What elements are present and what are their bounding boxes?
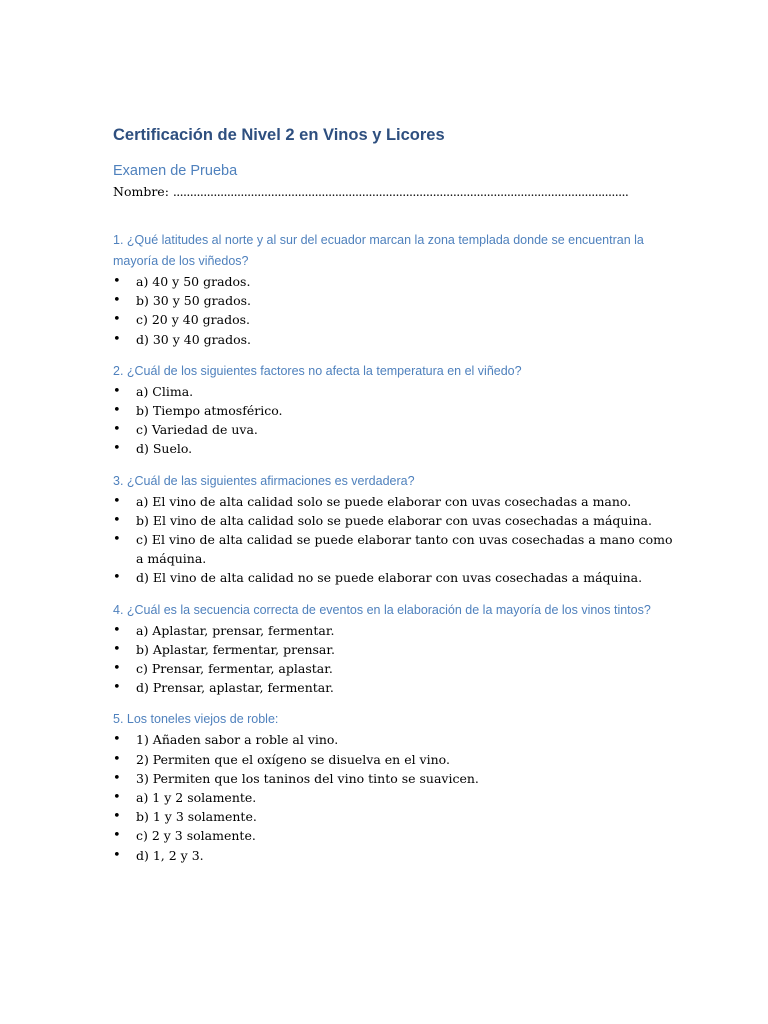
answer-option-text: d) 30 y 40 grados. xyxy=(136,331,251,347)
answer-option xyxy=(113,807,673,826)
name-blank: ....................................................................................................................................... xyxy=(172,184,629,199)
answer-option xyxy=(113,530,673,568)
question-3 xyxy=(113,471,673,588)
question-text: 5. Los toneles viejos de roble: xyxy=(113,712,279,727)
answer-option-text: c) Prensar, fermentar, aplastar. xyxy=(136,661,333,677)
answer-option xyxy=(113,788,673,807)
answer-option xyxy=(113,659,673,678)
answer-options xyxy=(113,621,673,698)
bullet-icon: • xyxy=(113,828,121,844)
answer-option-text: 3) Permiten que los taninos del vino tinto se suavicen. xyxy=(136,770,479,786)
answer-option xyxy=(113,401,673,420)
answer-option-text: a) 40 y 50 grados. xyxy=(136,274,251,289)
answer-option-text: a) Clima. xyxy=(136,383,194,399)
answer-option-text: d) El vino de alta calidad no se puede elaborar con uvas cosechadas a máquina. xyxy=(136,570,643,586)
bullet-icon: • xyxy=(113,847,121,863)
answer-option xyxy=(113,310,673,329)
bullet-icon: • xyxy=(113,512,121,528)
bullet-icon: • xyxy=(113,532,121,548)
answer-option xyxy=(113,382,673,401)
question-4 xyxy=(113,600,673,698)
answer-option-text: d) Suelo. xyxy=(136,441,193,457)
answer-option xyxy=(113,750,673,769)
answer-option-text: c) 20 y 40 grados. xyxy=(136,312,250,328)
answer-option-text: b) Aplastar, fermentar, prensar. xyxy=(136,641,335,657)
answer-option-text: a) El vino de alta calidad solo se puede elaborar con uvas cosechadas a mano. xyxy=(136,493,632,509)
answer-option-text: a) 1 y 2 solamente. xyxy=(136,790,257,806)
bullet-icon: • xyxy=(113,441,121,457)
question-1 xyxy=(113,230,673,349)
bullet-icon: • xyxy=(113,493,121,509)
answer-options xyxy=(113,492,673,588)
document-title: Certificación de Nivel 2 en Vinos y Licores xyxy=(113,126,445,144)
answer-option-text: c) 2 y 3 solamente. xyxy=(136,828,256,844)
question-text: 2. ¿Cuál de los siguientes factores no afecta la temperatura en el viñedo? xyxy=(113,363,522,378)
answer-option xyxy=(113,678,673,697)
answer-option xyxy=(113,511,673,530)
question-list xyxy=(113,230,673,865)
question-text: 4. ¿Cuál es la secuencia correcta de eventos en la elaboración de la mayoría de los vinos tintos? xyxy=(113,602,651,617)
document-subtitle: Examen de Prueba xyxy=(113,163,238,179)
bullet-icon: • xyxy=(113,293,121,309)
answer-option-text: 1) Añaden sabor a roble al vino. xyxy=(136,732,339,748)
bullet-icon: • xyxy=(113,680,121,696)
answer-option xyxy=(113,846,673,865)
answer-option xyxy=(113,730,673,749)
bullet-icon: • xyxy=(113,403,121,419)
bullet-icon: • xyxy=(113,661,121,677)
bullet-icon: • xyxy=(113,790,121,806)
answer-option xyxy=(113,826,673,845)
answer-option-text: 2) Permiten que el oxígeno se disuelva en el vino. xyxy=(136,751,450,767)
answer-option xyxy=(113,568,673,587)
answer-options xyxy=(113,730,673,864)
bullet-icon: • xyxy=(113,422,121,438)
name-field-line xyxy=(113,183,673,201)
bullet-icon: • xyxy=(113,331,121,347)
bullet-icon: • xyxy=(113,312,121,328)
answer-option-text: c) Variedad de uva. xyxy=(136,422,258,438)
answer-option-text: b) 30 y 50 grados. xyxy=(136,293,251,309)
question-5 xyxy=(113,709,673,864)
bullet-icon: • xyxy=(113,383,121,399)
answer-option-text: a) Aplastar, prensar, fermentar. xyxy=(136,622,335,638)
answer-option-text: c) El vino de alta calidad se puede elaborar tanto con uvas cosechadas a mano como a máquina. xyxy=(136,532,673,567)
answer-option-text: b) El vino de alta calidad solo se puede elaborar con uvas cosechadas a máquina. xyxy=(136,512,652,528)
name-label: Nombre: xyxy=(113,184,173,199)
bullet-icon: • xyxy=(113,751,121,767)
answer-option-text: d) Prensar, aplastar, fermentar. xyxy=(136,680,334,696)
answer-option xyxy=(113,439,673,458)
bullet-icon: • xyxy=(113,274,121,289)
answer-option-text: b) Tiempo atmosférico. xyxy=(136,403,283,419)
bullet-icon: • xyxy=(113,622,121,638)
answer-option xyxy=(113,621,673,640)
bullet-icon: • xyxy=(113,732,121,748)
answer-option xyxy=(113,272,673,291)
answer-option xyxy=(113,420,673,439)
document-content xyxy=(113,124,673,865)
answer-option xyxy=(113,769,673,788)
answer-option-text: b) 1 y 3 solamente. xyxy=(136,809,257,825)
question-text: 3. ¿Cuál de las siguientes afirmaciones es verdadera? xyxy=(113,473,415,488)
question-2 xyxy=(113,361,673,459)
bullet-icon: • xyxy=(113,570,121,586)
answer-option xyxy=(113,640,673,659)
answer-options xyxy=(113,382,673,459)
answer-option-text: d) 1, 2 y 3. xyxy=(136,847,204,863)
answer-option xyxy=(113,330,673,349)
answer-option xyxy=(113,492,673,511)
bullet-icon: • xyxy=(113,770,121,786)
question-text: 1. ¿Qué latitudes al norte y al sur del ecuador marcan la zona templada donde se encuentran la mayoría de los viñedos? xyxy=(113,233,644,268)
bullet-icon: • xyxy=(113,809,121,825)
bullet-icon: • xyxy=(113,641,121,657)
answer-option xyxy=(113,291,673,310)
answer-options xyxy=(113,272,673,349)
